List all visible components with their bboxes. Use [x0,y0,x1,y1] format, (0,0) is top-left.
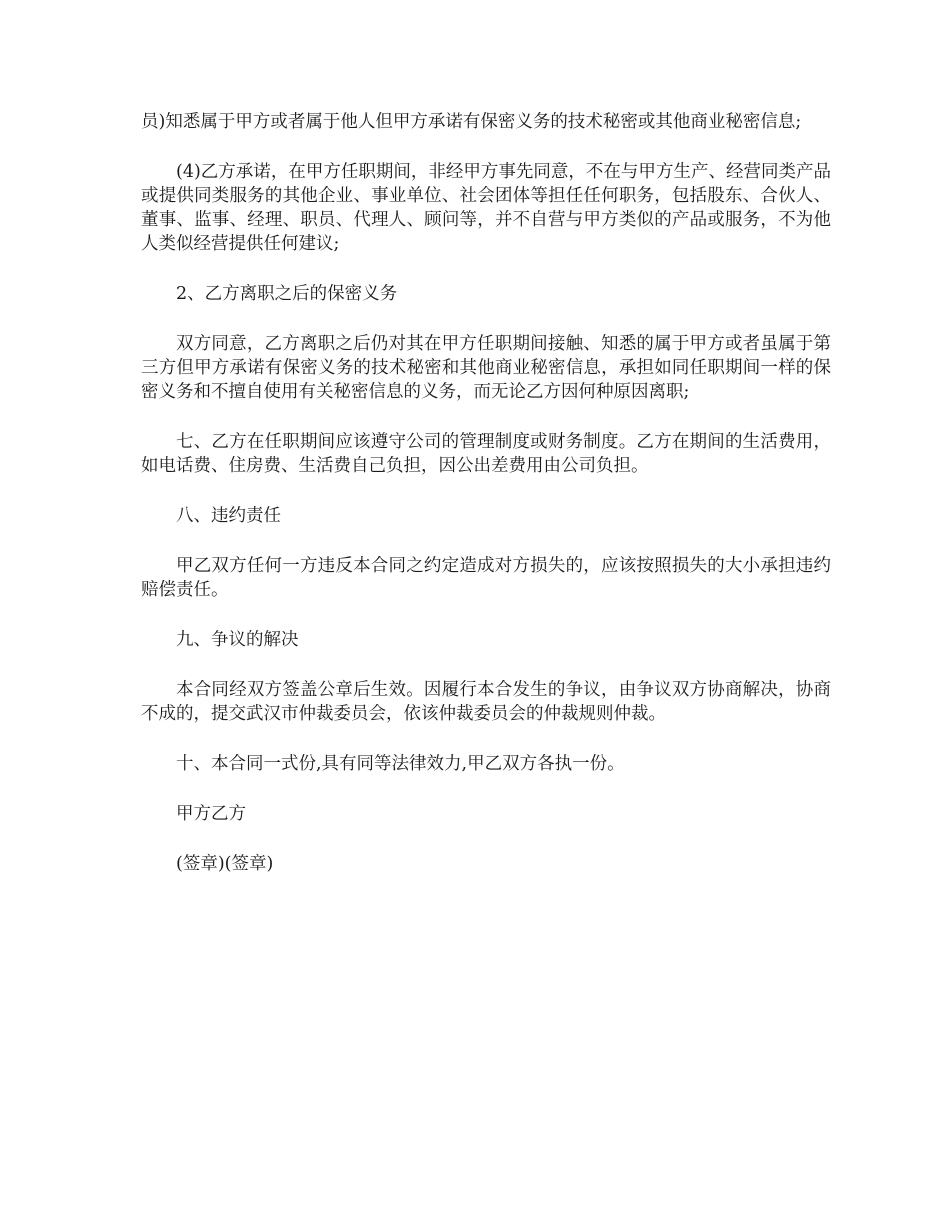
paragraph-clause-ten: 十、本合同一式份,具有同等法律效力,甲乙双方各执一份。 [176,754,625,774]
paragraph-confidential-info: 员)知悉属于甲方或者属于他人但甲方承诺有保密义务的技术秘密或其他商业秘密信息; [141,112,802,132]
section-heading-post-resignation: 2、乙方离职之后的保密义务 [176,284,398,304]
paragraph-dispute-resolution: 本合同经双方签盖公章后生效。因履行本合发生的争议，由争议双方协商解决，协商不成的，提交武汉市仲裁委员会，依该仲裁委员会的仲裁规则仲裁。 [141,680,831,724]
paragraph-non-compete-clause: (4)乙方承诺，在甲方任职期间，非经甲方事先同意，不在与甲方生产、经营同类产品或提供同类服务的其他企业、事业单位、社会团体等担任任何职务，包括股东、合伙人、董事、监事、经理、职员、代理人、顾问等，并不自营与甲方类似的产品或服务，不为他人类似经营提供任何建议; [141,162,831,254]
paragraph-post-resignation-duty: 双方同意，乙方离职之后仍对其在甲方任职期间接触、知悉的属于甲方或者虽属于第三方但甲方承诺有保密义务的技术秘密和其他商业秘密信息，承担如同任职期间一样的保密义务和不擅自使用有关秘密信息的义务，而无论乙方因何种原因离职; [141,334,831,402]
paragraph-clause-seven: 七、乙方在任职期间应该遵守公司的管理制度或财务制度。乙方在期间的生活费用，如电话费、住房费、生活费自己负担，因公出差费用由公司负担。 [141,432,831,476]
section-heading-dispute: 九、争议的解决 [176,630,299,650]
document-body [141,110,831,902]
signature-parties-label: 甲方乙方 [176,804,246,824]
section-heading-breach: 八、违约责任 [176,506,281,526]
signature-seal-label: (签章)(签章) [176,854,274,874]
paragraph-breach-liability: 甲乙双方任何一方违反本合同之约定造成对方损失的，应该按照损失的大小承担违约赔偿责任。 [141,556,831,600]
